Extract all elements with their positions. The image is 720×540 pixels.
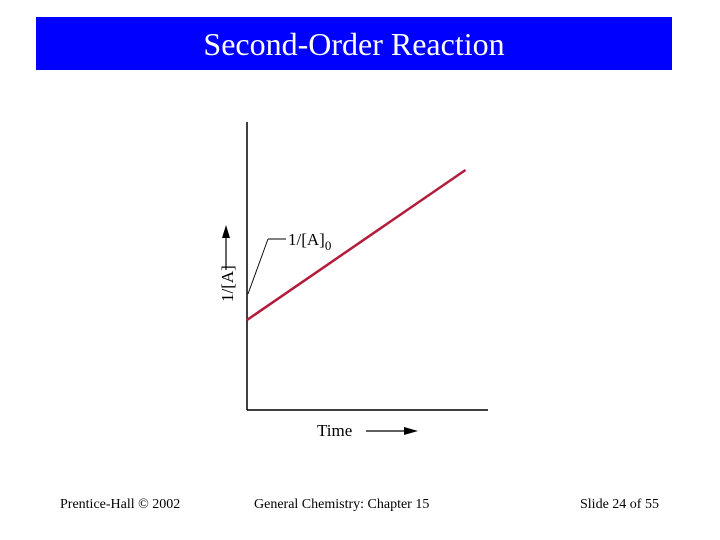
series-layer bbox=[247, 170, 466, 320]
footer-publisher: Prentice-Hall © 2002 bbox=[60, 497, 181, 512]
arrow-up-icon bbox=[222, 225, 230, 238]
slide-title: Second-Order Reaction bbox=[203, 25, 505, 62]
y-axis-label: 1/[A] bbox=[218, 265, 237, 302]
x-axis-label: Time bbox=[317, 421, 353, 440]
footer-slide-number: Slide 24 of 55 bbox=[580, 497, 659, 512]
intercept-label bbox=[288, 230, 331, 253]
series-line-0 bbox=[247, 170, 466, 320]
footer-chapter: General Chemistry: Chapter 15 bbox=[254, 497, 430, 512]
x-axis-label-group bbox=[317, 421, 418, 440]
intercept-label-main: 1/[A] bbox=[288, 230, 325, 249]
intercept-annotation bbox=[248, 230, 331, 294]
arrow-right-icon bbox=[404, 427, 418, 435]
y-axis-label-group bbox=[218, 225, 237, 302]
intercept-label-subscript: 0 bbox=[324, 238, 332, 253]
intercept-leader-line bbox=[248, 239, 268, 294]
